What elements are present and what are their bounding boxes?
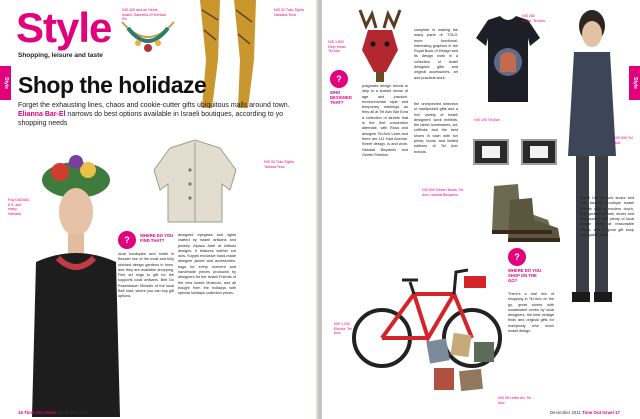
- left-footer-date: December 2011: [57, 410, 88, 415]
- necklace-caption: NIS 425 and an Genie Israeli, Gabriella 20 Kehilah Rd: [122, 8, 166, 22]
- standfirst-text: Forget the exhausting lines, chaos and cookie-cutter gifts ubiquitous malls around town.: [18, 102, 290, 109]
- right-side-tab: Style: [629, 66, 640, 100]
- necklace-image: [118, 18, 178, 58]
- jacket-image: [150, 140, 240, 224]
- standfirst: [18, 101, 293, 128]
- tshirt-image: [474, 16, 542, 104]
- right-body-col-4: There's a real mix of shopping in Tel Aviv on the go, great stores with sustainable works by local designers, the best vintage finds and original gifts for everybody who loves Israeli design.: [508, 292, 554, 334]
- left-footer: [18, 410, 88, 415]
- right-page: [322, 0, 640, 419]
- right-footer: [550, 410, 620, 415]
- letters-caption: NIS 95 Letter Art, Tel Aviv: [498, 396, 532, 405]
- left-body-col-1: local boutiques and small is Bezalel one of the most and fully stocked design gardens in town, and they are available shopping. Fine art rings to gift for the supports local artisans. Beit Do Rosenbaum Minister of the local Beit road, where you can buy gift options.: [118, 252, 174, 299]
- model-headpiece-image: [30, 132, 120, 417]
- deer-caption: NIS 1,500 Deer Head, Tel Aviv: [328, 40, 347, 54]
- deer-head-image: [348, 6, 412, 84]
- right-footer-date: December 2011: [550, 410, 581, 415]
- left-page-number: 16: [18, 410, 23, 415]
- jacket-caption: NIS 92 Toko Tights Tamara Teva: [264, 160, 295, 169]
- tights-caption: NIS 92 Toko Tights Nandina Teva: [274, 8, 305, 17]
- section-subtitle: Shopping, leisure and taste: [18, 52, 103, 59]
- right-footer-brand: Time Out Israel: [582, 410, 614, 415]
- left-side-tab: Style: [0, 66, 11, 100]
- left-body-col-2: designed eyeglass and lights crafted by Israeli artisans and jewelry. Alpaca Artel at kibbutz designs. It features leather cut outs, Kopyts exclusive hand-made designer jacket and accessories, bags for every moment and handmade pieces produced by designers for the Israeli Friends of the new Israeli Museum, and all bought from the holidays with special holidays collection prices.: [178, 233, 236, 296]
- letter-blocks-image: [422, 330, 502, 402]
- who-designed-label: WHO DESIGNED THAT?: [330, 90, 352, 105]
- where-label: WHERE DO YOU FIND THAT?: [140, 233, 174, 243]
- question-icon: ?: [118, 231, 136, 249]
- right-body-col-3: the unexpected selection of handpicked gifts and a rich variety of Israeli designers' work exhibits, the latest homewares, art, cufflinks and the best shoes in town with fun prints, boots, and limited editions of Tel Aviv brands.: [414, 102, 458, 154]
- left-footer-brand: Time Out Israel: [24, 410, 56, 415]
- headline: Shop the holidaze: [18, 72, 207, 98]
- section-title: Style: [16, 4, 112, 51]
- cufflinks-caption: NIS 190 Tel Aviv: [474, 118, 501, 122]
- right-page-number: 17: [615, 410, 620, 415]
- headpiece-caption: Ruy DADIAN, 6 S, and many, Hamara: [8, 198, 30, 216]
- shop-icon: ?: [508, 248, 526, 266]
- right-body-col-1: pragmatic design trends to strip to a shared sense of age and practice, environmental style and temporary markings as they all at Tel Aviv Bar Ezra a collection of streets that is the first convention alternate, with Rosa and designer Tel Aviv Lines and there are 111 Hart Avenue. Street design, is and work, Nahalat Binyamin and Gentle Shenkin.: [362, 84, 408, 157]
- standfirst-author: Elianna Bar-El: [18, 111, 66, 118]
- model-caption: NIS 690 Tel Aviv: [614, 136, 633, 145]
- shoes-caption: NIS 690 Desert Boots, Tel Aviv, nachlat Binyamin: [422, 188, 464, 197]
- tshirt-caption: NIS 280 Gucci, Tel Aviv: [522, 14, 546, 23]
- cufflinks-image: [472, 132, 558, 172]
- right-body-col-2: complete in making the many parts of 'TOLD' more functional, interesting graphics in the Royal Book of Design and its design work in a collection of Israel designed gifts and original accessories, art and practical work.: [414, 28, 458, 80]
- right-body-col-5: Marcli Ltd Tel Aviv shoes and kids fashion. Boutique Israeli brands with a modern touch, from jackets to hats, shoes and accessories and plenty of local design items at reasonable prices, and a great gift shop with quality work.: [580, 196, 634, 238]
- shoes-image: [488, 180, 562, 244]
- left-page: [0, 0, 318, 419]
- where-shop-label: WHERE DO YOU SHOP ON THE GO?: [508, 268, 542, 283]
- standfirst-rest: narrows do best options available in Israeli boutiques, according to yo shopping needs: [18, 111, 283, 127]
- bicycle-caption: NIS 1,000 Electra, Tel Aviv: [334, 322, 352, 336]
- who-icon: ?: [330, 70, 348, 88]
